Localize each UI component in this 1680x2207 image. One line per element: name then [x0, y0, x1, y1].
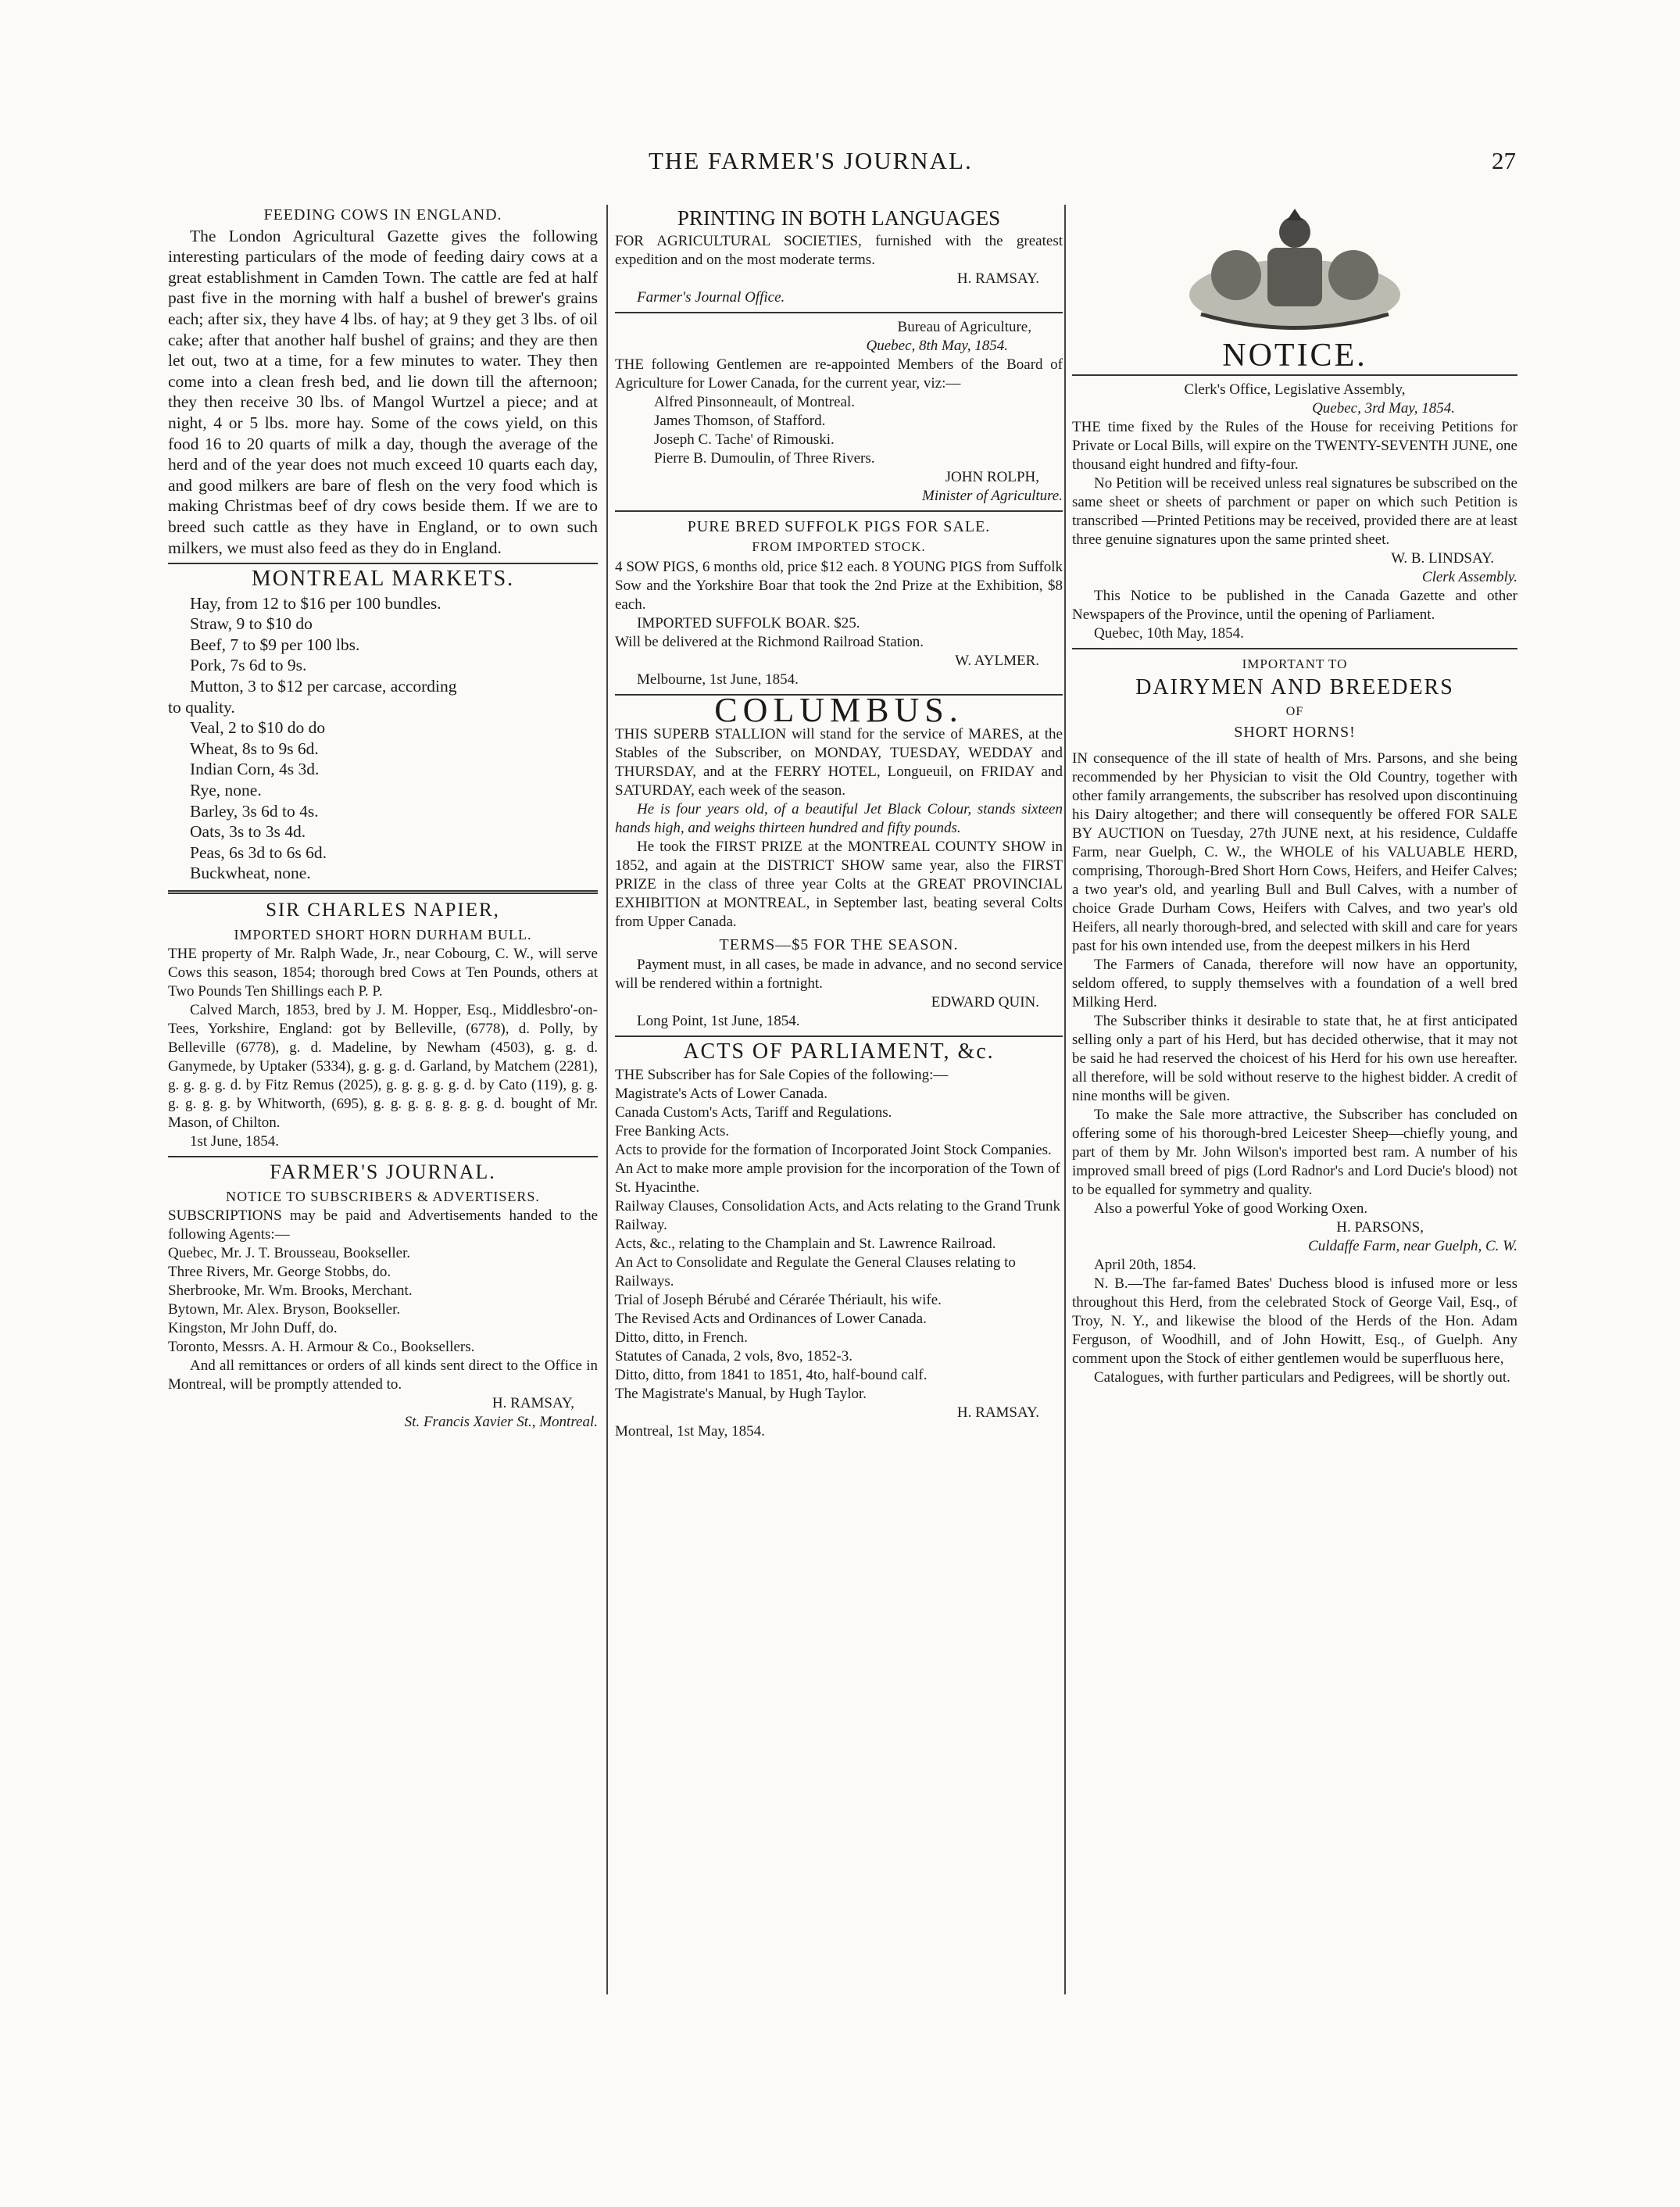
market-item: Beef, 7 to $9 per 100 lbs. [190, 635, 360, 654]
dairy-signature: H. PARSONS, [1336, 1218, 1424, 1236]
dairy-nb: N. B.—The far-famed Bates' Duchess blood is infused more or less throughout this Herd, from the celebrated Stock of George Vail, Esq., of Troy, N. Y., and likewise the blood of the Herds of the Hon. Adam Ferguson, of Woodhill, and of John Howitt, Esq., of Guelph. Any comment upon the Stock of either gentlemen would be superfluous here, [1072, 1275, 1517, 1367]
market-item: Barley, 3s 6d to 4s. [190, 801, 319, 821]
act-item: Ditto, ditto, in French. [615, 1329, 748, 1346]
act-item: Trial of Joseph Bérubé and Cérarée Thériault, his wife. [615, 1291, 942, 1308]
journal-title: THE FARMER'S JOURNAL. [649, 147, 973, 174]
act-item: Ditto, ditto, from 1841 to 1851, 4to, half-bound calf. [615, 1366, 928, 1383]
dairy-address: Culdaffe Farm, near Guelph, C. W. [1308, 1237, 1517, 1254]
pigs-text: 4 SOW PIGS, 6 months old, price $12 each. 8 YOUNG PIGS from Suffolk Sow and the Yorkshire Boar that took the 2nd Prize at the Exhibition, $8 each. [615, 558, 1063, 613]
agent-item: Toronto, Messrs. A. H. Armour & Co., Booksellers. [168, 1339, 475, 1356]
markets-list [168, 593, 598, 884]
act-item: An Act to make more ample provision for the incorporation of the Town of St. Hyacinthe. [615, 1160, 1060, 1196]
pigs-heading: PURE BRED SUFFOLK PIGS FOR SALE. [687, 517, 991, 535]
napier-heading: SIR CHARLES NAPIER, [266, 900, 500, 921]
notice-signature: W. B. LINDSAY. [1391, 549, 1494, 567]
napier-text: THE property of Mr. Ralph Wade, Jr., near Cobourg, C. W., will serve Cows this season, 1854; thorough bred Cows at Ten Pounds, others at Two Pounds Ten Shillings each P. P. [168, 946, 598, 1000]
divider [615, 510, 1063, 512]
member-item: James Thomson, of Stafford. [654, 412, 826, 429]
dairy-of: OF [1285, 704, 1304, 718]
market-item: Pork, 7s 6d to 9s. [190, 656, 307, 675]
notice-petitions: No Petition will be received unless real signatures be subscribed on the same sheet or sheets of parchment or paper on which such Petition is transcribed —Printed Petitions may be received, provided there are at least three genuine signatures upon the same printed sheet. [1072, 474, 1517, 548]
journal-signature: H. RAMSAY, [491, 1395, 574, 1412]
act-item: Free Banking Acts. [615, 1122, 730, 1139]
journal-address: St. Francis Xavier St., Montreal. [404, 1414, 598, 1431]
pigs-boar: IMPORTED SUFFOLK BOAR. $25. [637, 614, 860, 631]
acts-signature: H. RAMSAY. [956, 1404, 1039, 1421]
bureau-signature: JOHN ROLPH, [945, 468, 1039, 485]
column-1 [168, 205, 598, 1432]
columbus-terms: TERMS—$5 FOR THE SEASON. [719, 936, 959, 954]
market-item: Veal, 2 to $10 do do [190, 718, 326, 738]
pigs-subheading: FROM IMPORTED STOCK. [752, 539, 926, 555]
dairy-sheep: To make the Sale more attractive, the Subscriber has concluded on offering some of his thorough-bred Leicester Sheep—chiefly young, and part of them by Mr. John Wilson's imported best ram. A number of his improved small breed of pigs (Lord Radnor's and Lord Ducie's blood) not to be equalled for symmetry and quality. [1072, 1106, 1517, 1198]
column-rule-right [1064, 205, 1066, 1994]
dairy-subheading: SHORT HORNS! [1234, 724, 1356, 742]
act-item: An Act to Consolidate and Regulate the General Clauses relating to Railways. [615, 1254, 1016, 1290]
member-item: Alfred Pinsonneault, of Montreal. [654, 393, 855, 410]
columbus-text: THIS SUPERB STALLION will stand for the service of MARES, at the Stables of the Subscriber, on MONDAY, TUESDAY, WEDDAY and THURSDAY, and at the FERRY HOTEL, Longueuil, on FRIDAY and SATURDAY, each week of the season. [615, 726, 1063, 799]
divider [168, 1156, 598, 1157]
act-item: Magistrate's Acts of Lower Canada. [615, 1085, 827, 1102]
market-item: Rye, none. [190, 781, 262, 800]
feeding-article: The London Agricultural Gazette gives the following interesting particulars of the mode of feeding dairy cows at a great establishment in Camden Town. The cattle are fed at half past five in the morning with half a bushel of brewer's grains each; after six, they have 4 lbs. of hay; at 9 they get 3 lbs. of oil cake; after that another half bushel of grains; and they are then let out, two at a time, for a few minutes to water. They then come into a clean fresh bed, and lie down till the afternoon; they then receive 30 lbs. of Mangol Wurtzel a piece; and at night, 4 or 5 lbs. more hay. Some of the cows yield, on this food 16 to 20 quarts of milk a day, though the average of the herd and of the year does not much exceed 10 quarts each day, and good milkers are bare of flesh on the very food which is making Christmas beef of dry cows beside them. If we are to breed such cattle as they have in England, or to own such milkers, we must also feed as they do in England. [168, 226, 598, 557]
agent-item: Quebec, Mr. J. T. Brousseau, Bookseller. [168, 1245, 411, 1262]
dairy-date: April 20th, 1854. [1094, 1256, 1196, 1273]
page-number: 27 [1492, 147, 1516, 174]
act-item: Canada Custom's Acts, Tariff and Regulations. [615, 1104, 892, 1121]
markets-heading: MONTREAL MARKETS. [251, 567, 515, 592]
market-item: Straw, 9 to $10 do [190, 614, 313, 634]
column-2 [615, 205, 1063, 1441]
divider [168, 563, 598, 564]
agent-item: Sherbrooke, Mr. Wm. Brooks, Merchant. [168, 1282, 413, 1300]
divider [168, 890, 598, 894]
napier-date: 1st June, 1854. [190, 1133, 279, 1150]
printing-text: FOR AGRICULTURAL SOCIETIES, furnished with the greatest expedition and on the most moderate terms. [615, 232, 1063, 268]
pigs-signature: W. AYLMER. [955, 652, 1039, 669]
page-header [172, 147, 1516, 183]
columbus-date: Long Point, 1st June, 1854. [637, 1012, 800, 1029]
acts-heading: ACTS OF PARLIAMENT, &c. [683, 1039, 995, 1064]
notice-office: Clerk's Office, Legislative Assembly, [1184, 381, 1406, 398]
act-item: The Magistrate's Manual, by Hugh Taylor. [615, 1385, 867, 1402]
feeding-heading: FEEDING COWS IN ENGLAND. [263, 206, 502, 224]
dairy-catalogues: Catalogues, with further particulars and Pedigrees, will be shortly out. [1094, 1368, 1510, 1386]
dairy-heading: DAIRYMEN AND BREEDERS [1135, 675, 1454, 700]
agent-item: Bytown, Mr. Alex. Bryson, Bookseller. [168, 1301, 401, 1318]
columbus-description: He is four years old, of a beautiful Jet Black Colour, stands sixteen hands high, and weighs thirteen hundred and fifty pounds. [615, 801, 1063, 837]
market-item: Wheat, 8s to 9s 6d. [190, 739, 319, 758]
columbus-payment: Payment must, in all cases, be made in advance, and no second service will be rendered within a fortnight. [615, 956, 1063, 992]
notice-clerk-title: Clerk Assembly. [1421, 568, 1517, 585]
notice-date: Quebec, 10th May, 1854. [1094, 624, 1244, 642]
agent-item: Three Rivers, Mr. George Stobbs, do. [168, 1264, 391, 1281]
market-item: to quality. [168, 697, 235, 717]
journal-text: SUBSCRIPTIONS may be paid and Advertisements handed to the following Agents:— [168, 1207, 598, 1243]
column-3 [1072, 205, 1517, 1387]
bureau-line2: Quebec, 8th May, 1854. [866, 337, 1008, 354]
market-item: Mutton, 3 to $12 per carcase, according [190, 677, 457, 696]
market-item: Hay, from 12 to $16 per 100 bundles. [190, 593, 441, 613]
printing-signature: H. RAMSAY. [956, 270, 1039, 287]
dairy-oxen: Also a powerful Yoke of good Working Oxen. [1094, 1200, 1368, 1217]
notice-date-line: Quebec, 3rd May, 1854. [1312, 399, 1455, 417]
acts-date: Montreal, 1st May, 1854. [615, 1422, 765, 1440]
journal-heading: FARMER'S JOURNAL. [270, 1161, 496, 1184]
journal-subheading: NOTICE TO SUBSCRIBERS & ADVERTISERS. [226, 1188, 540, 1204]
napier-pedigree: Calved March, 1853, bred by J. M. Hopper, Esq., Middlesbro'-on-Tees, Yorkshire, England: got by Belleville, (6778), d. Polly, by Belleville (6778), g. d. Madeline, by Newham (4503), g. g. d. Ganymede, by Uptaker (5334), g. g. g. d. Garland, by Matchem (2281), g. g. g. g. d. by Fitz Remus (2025), g. g. g. g. g. d. by Cato (119), g. g. g. g. g. g. by Whitworth, (695), g. g. g. g. g. g. g. d. bought of Mr. Mason, of Chilton. [168, 1002, 598, 1132]
act-item: Statutes of Canada, 2 vols, 8vo, 1852-3. [615, 1347, 853, 1365]
notice-text: THE time fixed by the Rules of the House for receiving Petitions for Private or Local Bills, will expire on the TWENTY-SEVENTH JUNE, one thousand eight hundred and fifty-four. [1072, 418, 1517, 473]
bureau-title: Minister of Agriculture. [922, 487, 1063, 504]
dairy-pre-heading: IMPORTANT TO [1242, 656, 1348, 671]
napier-subheading: IMPORTED SHORT HORN DURHAM BULL. [234, 926, 532, 943]
market-item: Buckwheat, none. [190, 864, 311, 883]
act-item: Acts, &c., relating to the Champlain and St. Lawrence Railroad. [615, 1235, 996, 1252]
bureau-text: THE following Gentlemen are re-appointed Members of the Board of Agriculture for Lower Canada, for the current year, viz:— [615, 356, 1063, 392]
columbus-prizes: He took the FIRST PRIZE at the MONTREAL COUNTY SHOW in 1852, and again at the DISTRICT SHOW same year, also the FIRST PRIZE in the class of three year Colts at the GREAT PROVINCIAL EXHIBITION at MONTREAL, in September last, beating several Colts from Upper Canada. [615, 839, 1063, 931]
divider [615, 1036, 1063, 1037]
notice-heading: NOTICE. [1222, 338, 1367, 374]
dairy-statement: The Subscriber thinks it desirable to state that, he at first anticipated selling only a part of his Herd, but has decided otherwise, that it may not be said he had reserved the choicest of his Herd for his own use hereafter. all therefore, will be sold without reserve to the highest bidder. A credit of nine months will be given. [1072, 1012, 1517, 1104]
acts-text: THE Subscriber has for Sale Copies of the following:— [615, 1066, 949, 1083]
columbus-signature: EDWARD QUIN. [931, 993, 1039, 1010]
member-item: Pierre B. Dumoulin, of Three Rivers. [654, 449, 875, 467]
market-item: Oats, 3s to 3s 4d. [190, 822, 306, 842]
dairy-text: IN consequence of the ill state of health of Mrs. Parsons, and she being recommended by her Physician to visit the Old Country, together with other family arrangements, the subscriber has resolved upon discontinuing his Dairy altogether; and there will consequently be offered FOR SALE BY AUCTION on Tuesday, 27th JUNE next, at his residence, Culdaffe Farm, near Guelph, C. W., the WHOLE of his VALUABLE HERD, comprising, Thorough-Bred Short Horn Cows, Heifers, and Heifer Calves; a two year's old, and yearling Bull and Bull Calves, with a number of choice Grade Durham Cows, Heifers with Calves, and two year's old Heifers, all nearly thorough-bred, and selected with skill and care for years past for his own intended use, from the deepest milkers in his Herd [1072, 749, 1517, 954]
journal-remittance: And all remittances or orders of all kinds sent direct to the Office in Montreal, will be promptly attended to. [168, 1357, 598, 1393]
divider [1072, 374, 1517, 376]
market-item: Indian Corn, 4s 3d. [190, 760, 320, 779]
divider [615, 312, 1063, 313]
divider [1072, 648, 1517, 649]
agent-item: Kingston, Mr John Duff, do. [168, 1320, 338, 1337]
column-rule-left [606, 205, 608, 1994]
member-item: Joseph C. Tache' of Rimouski. [654, 431, 835, 448]
market-item: Peas, 6s 3d to 6s 6d. [190, 842, 327, 862]
pigs-date: Melbourne, 1st June, 1854. [637, 671, 799, 688]
dairy-farmers: The Farmers of Canada, therefore will now have an opportunity, seldom offered, to supply themselves with a foundation of a well bred Milking Herd. [1072, 956, 1517, 1010]
act-item: Railway Clauses, Consolidation Acts, and Acts relating to the Grand Trunk Railway. [615, 1197, 1060, 1233]
bureau-line1: Bureau of Agriculture, [897, 318, 1031, 335]
printing-office: Farmer's Journal Office. [637, 288, 785, 306]
royal-arms-icon [1170, 205, 1420, 338]
pigs-delivery: Will be delivered at the Richmond Railroad Station. [615, 633, 924, 650]
columbus-heading: COLUMBUS. [714, 690, 963, 729]
act-item: Acts to provide for the formation of Incorporated Joint Stock Companies. [615, 1141, 1052, 1158]
act-item: The Revised Acts and Ordinances of Lower Canada. [615, 1310, 927, 1327]
printing-heading: PRINTING IN BOTH LANGUAGES [677, 206, 1001, 230]
notice-publication: This Notice to be published in the Canada Gazette and other Newspapers of the Province, until the opening of Parliament. [1072, 587, 1517, 623]
